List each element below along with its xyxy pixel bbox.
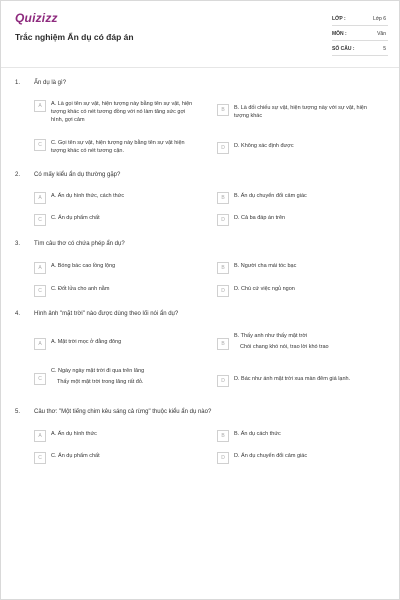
option-letter-box: D xyxy=(217,375,229,387)
option-4a[interactable] xyxy=(34,338,121,350)
option-2c[interactable] xyxy=(34,214,100,226)
option-2b[interactable] xyxy=(217,192,307,204)
option-line-1: B. Thấy anh như thấy mặt trời xyxy=(234,333,308,339)
option-letter-box: D xyxy=(217,452,229,464)
option-letter-box: A xyxy=(34,262,46,274)
meta-key: SỐ CÂU : xyxy=(332,46,355,52)
option-5b[interactable] xyxy=(217,430,281,442)
option-text: D. Ẩn dụ chuyển đổi cảm giác xyxy=(234,453,308,459)
worksheet-header xyxy=(1,1,399,61)
meta-value: 5 xyxy=(383,46,386,52)
question-number: 5. xyxy=(15,409,21,415)
worksheet-title: Trắc nghiệm Ẩn dụ có đáp án xyxy=(15,32,134,42)
option-4d[interactable] xyxy=(217,375,350,387)
meta-value: Văn xyxy=(377,31,386,37)
option-letter-box: A xyxy=(34,192,46,204)
option-text: B. Là đối chiếu sự vật, hiện tượng này với sự vật, hiện tượng khác xyxy=(234,105,367,119)
question-number: 2. xyxy=(15,172,21,178)
option-5a[interactable] xyxy=(34,430,97,442)
option-text: D. Không xác định được xyxy=(234,143,294,149)
question-text: Có mấy kiểu ẩn dụ thường gặp? xyxy=(34,172,121,178)
option-text: A. Ẩn dụ hình thức xyxy=(51,431,97,437)
option-1a[interactable] xyxy=(34,100,193,124)
option-line-2: Thấy một mặt trời trong lăng rất đỏ. xyxy=(57,379,144,385)
option-text: A. Là gọi tên sự vật, hiện tượng này bằng tên sự vật, hiện tượng khác có nét tương đồng với nó làm tăng sức gợi hình, gợi cảm xyxy=(51,101,193,123)
option-5c[interactable] xyxy=(34,452,100,464)
option-text: A. Ẩn dụ hình thức, cách thức xyxy=(51,193,125,199)
option-letter-box: B xyxy=(217,262,229,274)
option-4c[interactable] xyxy=(34,367,144,386)
question-text: Ẩn dụ là gì? xyxy=(34,80,67,86)
option-text: B. Người cha mái tóc bạc xyxy=(234,263,297,269)
option-text xyxy=(51,367,144,386)
option-letter-box: D xyxy=(217,285,229,297)
question-number: 3. xyxy=(15,241,21,247)
option-letter-box: C xyxy=(34,139,46,151)
option-3b[interactable] xyxy=(217,262,296,274)
option-letter-box: A xyxy=(34,100,46,112)
question-number: 4. xyxy=(15,311,21,317)
option-text: A. Bóng bác cao lồng lộng xyxy=(51,263,116,269)
option-1c[interactable] xyxy=(34,139,193,155)
option-4b[interactable] xyxy=(217,332,329,351)
option-text: B. Ẩn dụ cách thức xyxy=(234,431,281,437)
meta-key: LỚP : xyxy=(332,16,346,22)
question-text: Tìm câu thơ có chứa phép ẩn dụ? xyxy=(34,241,125,247)
option-text: C. Ẩn dụ phẩm chất xyxy=(51,215,100,221)
question-text: Hình ảnh "mặt trời" nào được dùng theo lối nói ẩn dụ? xyxy=(34,311,179,317)
meta-value: Lớp 6 xyxy=(372,16,386,22)
option-2d[interactable] xyxy=(217,214,285,226)
meta-row-class xyxy=(332,13,388,26)
option-1b[interactable] xyxy=(217,104,376,120)
option-3a[interactable] xyxy=(34,262,115,274)
option-text: B. Ẩn dụ chuyển đổi cảm giác xyxy=(234,193,307,199)
option-letter-box: B xyxy=(217,430,229,442)
question-number: 1. xyxy=(15,80,21,86)
option-3c[interactable] xyxy=(34,285,109,297)
option-text xyxy=(234,332,329,351)
option-letter-box: C xyxy=(34,373,46,385)
option-text: D. Cả ba đáp án trên xyxy=(234,215,286,221)
option-text: D. Bác như ánh mặt trời xua màn đêm giá lạnh. xyxy=(234,376,351,382)
option-letter-box: B xyxy=(217,192,229,204)
option-3d[interactable] xyxy=(217,285,295,297)
meta-row-count xyxy=(332,43,388,56)
option-letter-box: A xyxy=(34,430,46,442)
option-text: C. Ẩn dụ phẩm chất xyxy=(51,453,100,459)
meta-row-subject xyxy=(332,28,388,41)
option-text: A. Mặt trời mọc ở đằng đông xyxy=(51,339,122,345)
option-1d[interactable] xyxy=(217,142,294,154)
option-letter-box: D xyxy=(217,142,229,154)
meta-panel xyxy=(332,13,388,58)
option-letter-box: B xyxy=(217,104,229,116)
option-2a[interactable] xyxy=(34,192,124,204)
option-text: C. Đốt lửa cho anh nằm xyxy=(51,286,110,292)
option-text: D. Chú cứ việc ngủ ngon xyxy=(234,286,295,292)
option-5d[interactable] xyxy=(217,452,307,464)
quizizz-logo: Quizizz xyxy=(15,11,58,25)
option-letter-box: D xyxy=(217,214,229,226)
meta-key: MÔN : xyxy=(332,31,347,37)
option-letter-box: C xyxy=(34,214,46,226)
header-divider xyxy=(1,67,399,68)
question-text: Câu thơ: "Một tiếng chim kêu sáng cả rừng" thuộc kiểu ẩn dụ nào? xyxy=(34,409,212,415)
option-line-1: C. Ngày ngày mặt trời đi qua trên lăng xyxy=(51,368,145,374)
option-letter-box: C xyxy=(34,285,46,297)
option-letter-box: B xyxy=(217,338,229,350)
option-letter-box: A xyxy=(34,338,46,350)
option-line-2: Chói chang khó nói, trao lời khó trao xyxy=(240,344,329,350)
option-letter-box: C xyxy=(34,452,46,464)
option-text: C. Gọi tên sự vật, hiện tượng này bằng tên sự vật hiện tượng khác có nét tương cận. xyxy=(51,140,185,154)
